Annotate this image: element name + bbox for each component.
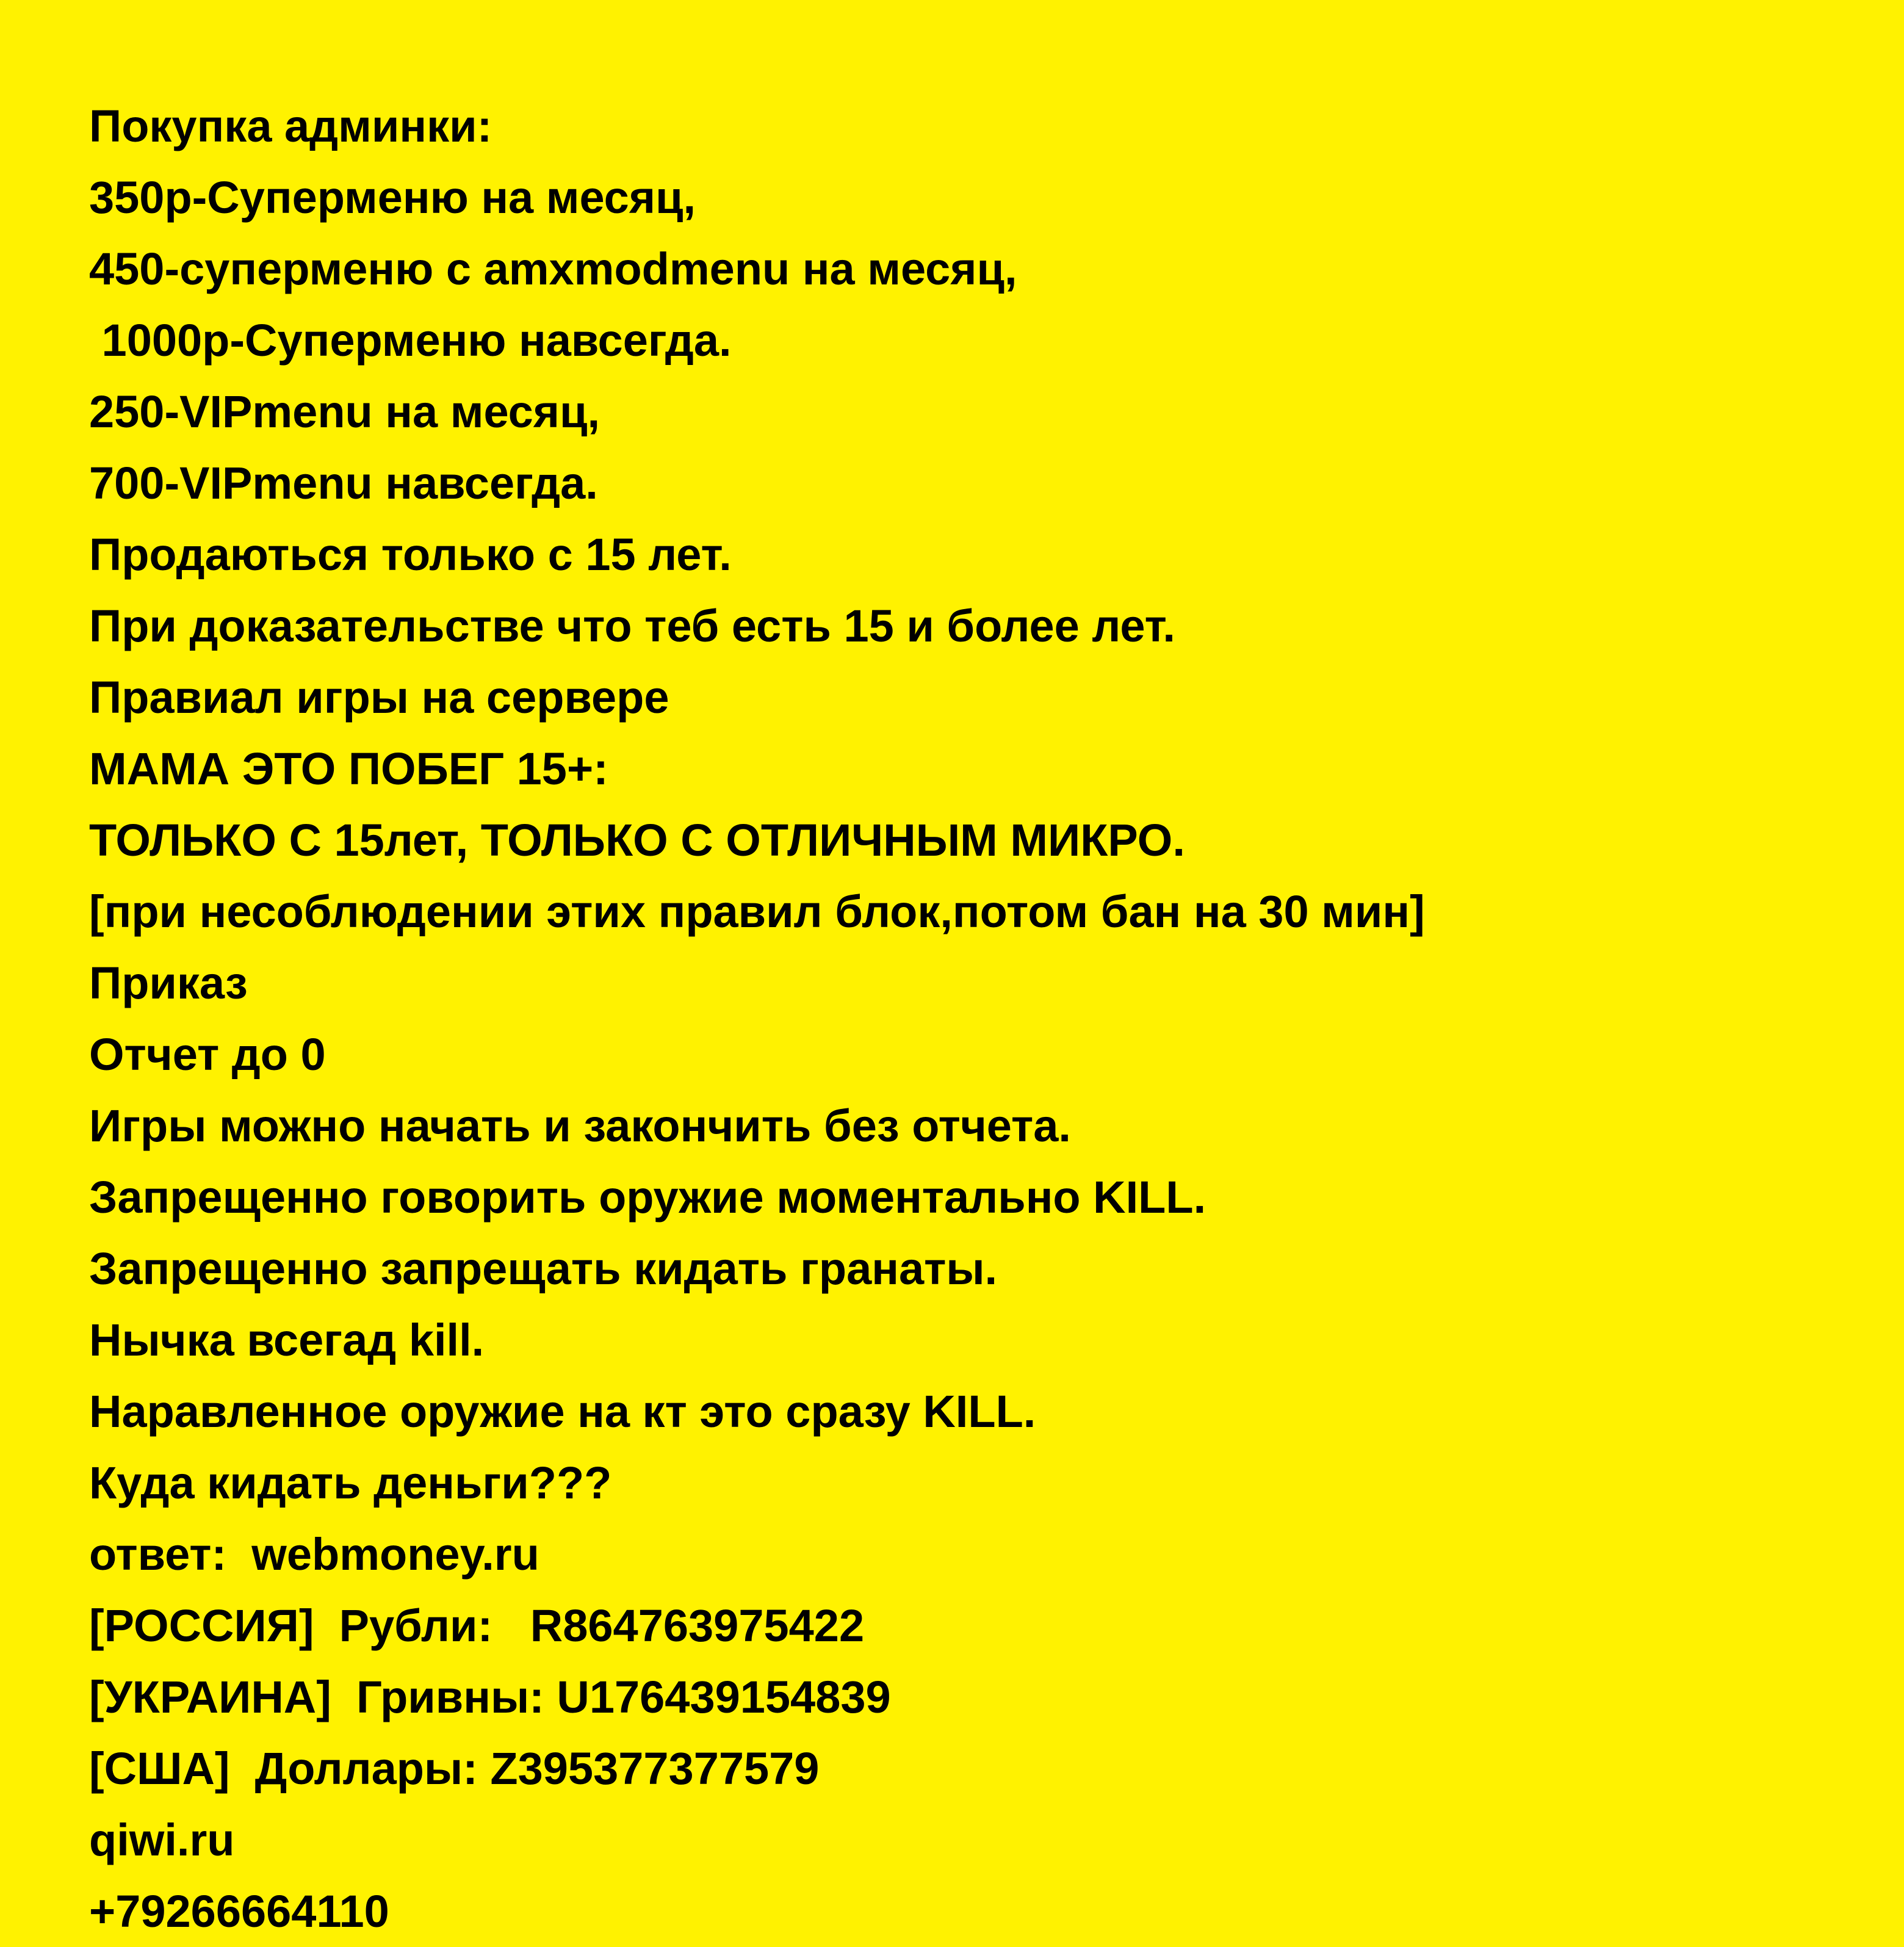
text-line-grenade-rule: Запрещенно запрещать кидать гранаты. bbox=[89, 1243, 998, 1294]
text-line-payment-question: Куда кидать деньги??? bbox=[89, 1458, 612, 1508]
text-line-phone-number: +79266664110 bbox=[89, 1886, 389, 1937]
text-line-payment-answer: ответ: webmoney.ru bbox=[89, 1529, 539, 1580]
text-line-stash-rule: Нычка всегад kill. bbox=[89, 1315, 485, 1365]
text-line-wallet-russia: [РОССИЯ] Рубли: R864763975422 bbox=[89, 1600, 865, 1651]
text-line-age-requirement: Продаються только с 15 лет. bbox=[89, 529, 732, 580]
text-line-age-proof: При доказательстве что теб есть 15 и более лет. bbox=[89, 601, 1175, 651]
text-line-order: Приказ bbox=[89, 958, 248, 1008]
text-line-wallet-usa: [США] Доллары: Z395377377579 bbox=[89, 1743, 820, 1794]
text-line-admin-purchase-heading: Покупка админки: bbox=[89, 101, 492, 151]
text-line-qiwi: qiwi.ru bbox=[89, 1815, 235, 1865]
text-line-wallet-ukraine: [УКРАИНА] Гривны: U176439154839 bbox=[89, 1672, 891, 1722]
text-line-weapon-rule: Запрещенно говорить оружие моментально KILL. bbox=[89, 1172, 1206, 1223]
document-text bbox=[89, 90, 1859, 1947]
text-line-price-supermenu-month: 350р-Суперменю на месяц, bbox=[89, 172, 696, 223]
text-line-server-name: МАМА ЭТО ПОБЕГ 15+: bbox=[89, 743, 608, 794]
text-line-penalty-note: [при несоблюдении этих правил блок,потом бан на 30 мин] bbox=[89, 886, 1425, 937]
text-line-price-vipmenu-forever: 700-VIPmenu навсегда. bbox=[89, 458, 598, 508]
text-line-price-supermenu-amxmodmenu: 450-суперменю с amxmodmenu на месяц, bbox=[89, 244, 1017, 294]
text-line-price-supermenu-forever: 1000р-Суперменю навсегда. bbox=[89, 315, 732, 366]
text-line-rules-heading: Правиал игры на сервере bbox=[89, 672, 669, 723]
text-line-age-mic-rule: ТОЛЬКО С 15лет, ТОЛЬКО С ОТЛИЧНЫМ МИКРО. bbox=[89, 815, 1185, 865]
text-line-aimed-weapon-rule: Наравленное оружие на кт это сразу KILL. bbox=[89, 1386, 1036, 1437]
text-line-games-rule: Игры можно начать и закончить без отчета. bbox=[89, 1100, 1071, 1151]
text-line-price-vipmenu-month: 250-VIPmenu на месяц, bbox=[89, 386, 600, 437]
text-line-countdown: Отчет до 0 bbox=[89, 1029, 326, 1080]
